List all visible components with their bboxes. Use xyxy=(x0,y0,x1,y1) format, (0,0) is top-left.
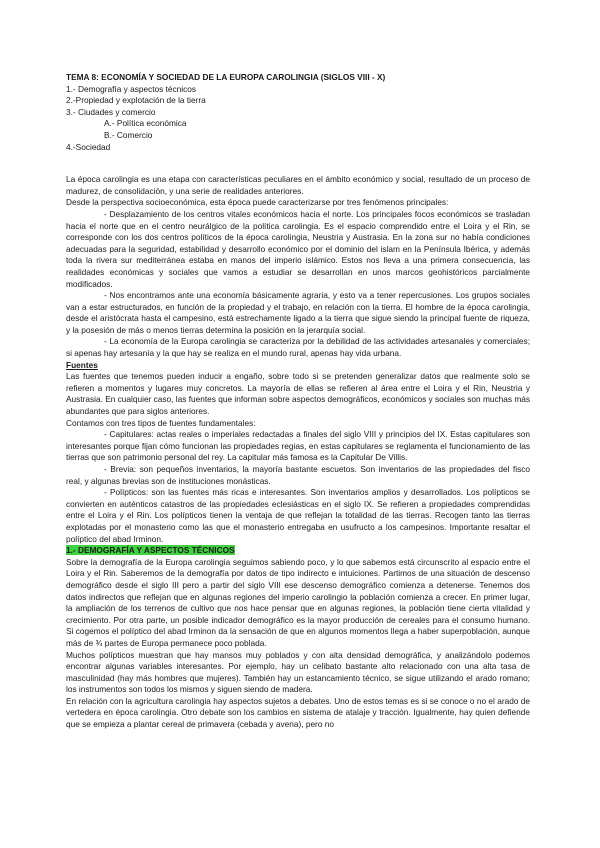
intro-paragraph: - Desplazamiento de los centros vitales económicos hacia el norte. Los principales focos económicos se trasladan hacia el norte que en el centro neurálgico de la política carolingia. Es el espacio comprendido entre el Loira y el Rin, se corresponde con los dos centros políticos de la época carolingia, Neustria y Austrasia. En la zona sur no había condiciones adecuadas para la seguridad, estabilidad y desarrollo económico por el dominio del islam en la Península Ibérica, y además toda la rivera sur mediterránea estaba en manos del imperio islámico. Estos nos lleva a una primera consecuencia, las realidades económicas y sociales que vamos a estudiar se desarrollan en unos marcos geohistóricos parcialmente modificados. xyxy=(66,208,530,289)
section1-body xyxy=(66,557,530,731)
intro-paragraph: - Nos encontramos ante una economía básicamente agraria, y esto va a tener repercusiones. Los grupos sociales van a estar estructurados, en función de la propiedad y el trabajo, en relación con la tierra. El hombre de la época carolingia, desde el aristócrata hasta el campesino, está estrechamente ligado a la tierra que sigue siendo la principal fuente de riqueza, y la posesión de más o menos tierras determina la posición en la jerarquía social. xyxy=(66,290,530,335)
section1-paragraph: En relación con la agricultura carolingia hay aspectos sujetos a debates. Uno de estos temas es si se conoce o no el arado de vertedera en época carolingia. Otro debate son los cambios en sistema de atalaje y tracción. Igualmente, hay quien defiende que se empieza a plantar cereal de primavera (cebada y avena), pero no xyxy=(66,695,530,730)
fuentes-paragraph: Contamos con tres tipos de fuentes fundamentales: xyxy=(66,417,256,428)
intro-section xyxy=(66,174,530,360)
intro-paragraph: - La economía de la Europa carolingia se caracteriza por la debilidad de las actividades artesanales y comerciales; si apenas hay artesanía y la que hay se realiza en el mundo rural, apenas hay vida urbana. xyxy=(66,336,530,359)
spacer xyxy=(66,153,530,174)
toc-item: 4.-Sociedad xyxy=(66,141,111,152)
section1-paragraph: Muchos polípticos muestran que hay mansos muy poblados y con alta densidad demográfica, y analizándolo podemos encontrar algunas variables interesantes. Por ejemplo, hay un celibato bastante alto relacionado con una alta tasa de masculinidad (hay más hombres que mujeres). También hay un estancamiento técnico, se sigue utilizando el arado romano; los instrumentos son todos los mismos y siguen siendo de madera. xyxy=(66,649,530,695)
fuentes-paragraph: - Polípticos: son las fuentes más ricas e interesantes. Son inventarios amplios y desarrollados. Los polípticos se convierten en auténticos catastros de las propiedades eclesiásticas en el siglo IX. Se refieren a propiedades comprendidas entre el Loira y el Rin. Los polípticos tienen la ventaja de que reflejan la totalidad de las tierras. Recogen tanto las tierras explotadas por el monasterio como las que el monasterio entregaba en usufructo a los campesinos. Importante resaltar el políptico del abad Irminon. xyxy=(66,487,530,544)
toc-item: 3.- Ciudades y comercio xyxy=(66,106,156,117)
fuentes-paragraph: - Brevia: son pequeños inventarios, la mayoría bastante escuetos. Son inventarios de las propiedades del fisco real, y algunas brevias son de instituciones monásticas. xyxy=(66,464,530,486)
fuentes-heading: Fuentes xyxy=(66,359,98,370)
toc-item: 1.- Demografía y aspectos técnicos xyxy=(66,83,197,94)
toc-item: B.- Comercio xyxy=(104,129,153,140)
fuentes-paragraph: Las fuentes que tenemos pueden inducir a engaño, sobre todo si se pretenden generalizar datos que realmente solo se refieren a momentos y lugares muy concretos. La mayoría de ellas se refieren al área entre el Loira y el Rin, Neustria y Austrasia. En cualquier caso, las fuentes que informan sobre aspectos demográficos, económicos y sociales son muchas más abundantes que para siglos anteriores. xyxy=(66,371,530,417)
fuentes-section xyxy=(66,371,530,545)
document-title: TEMA 8: ECONOMÍA Y SOCIEDAD DE LA EUROPA CAROLINGIA (SIGLOS VIII - X) xyxy=(66,72,386,82)
section1-paragraph: Sobre la demografía de la Europa carolingia seguimos sabiendo poco, y lo que sabemos está circunscrito al espacio entre el Loira y el Rin. Saberemos de la demografía por datos de tipo indirecto e intuiciones. Partimos de una situación de descenso demográfico desde el siglo III pero a partir del siglo VIII ese descenso demográfico comienza a detenerse. Tenemos dos datos indirectos que reflejan que en algunas regiones del imperio carolingio la población comienza a crecer. En primer lugar, la ampliación de los terrenos de cultivo que nos hace pensar que en algunas regiones, la población tiene cierta vitalidad y crecimiento. Por otra parte, un posible indicador demográfico es la mayor producción de cereales para el consumo humano. Si cogemos el políptico del abad Irminon da la sensación de que en algunos momentos llega a haber superpoblación, aunque más de ¾ partes de Europa permanece poco poblada. xyxy=(66,556,530,648)
toc-item: 2.-Propiedad y explotación de la tierra xyxy=(66,95,206,106)
intro-paragraph: La época carolingia es una etapa con características peculiares en el ámbito económico y social, resultado de un proceso de madurez, de consolidación, y una serie de realidades anteriores. xyxy=(66,174,530,196)
section1-heading-line xyxy=(66,545,530,557)
section1-heading: 1.- DEMOGRAFÍA Y ASPECTOS TÉCNICOS xyxy=(66,545,235,556)
intro-paragraph: Desde la perspectiva socioeconómica, esta época puede caracterizarse por tres fenómenos principales: xyxy=(66,197,449,208)
fuentes-paragraph: - Capitulares: actas reales o imperiales redactadas a finales del siglo VIII y principios del IX. Estas capitulares son interesantes porque fijan cómo funcionan las propiedades regias, en estas capitulares se reglamenta el funcionamiento de las tierras que son patrimonio personal del rey. La capitular más famosa es la Capitular De Villis. xyxy=(66,429,530,463)
toc-item: A.- Política económica xyxy=(104,118,187,129)
table-of-contents xyxy=(66,84,530,154)
